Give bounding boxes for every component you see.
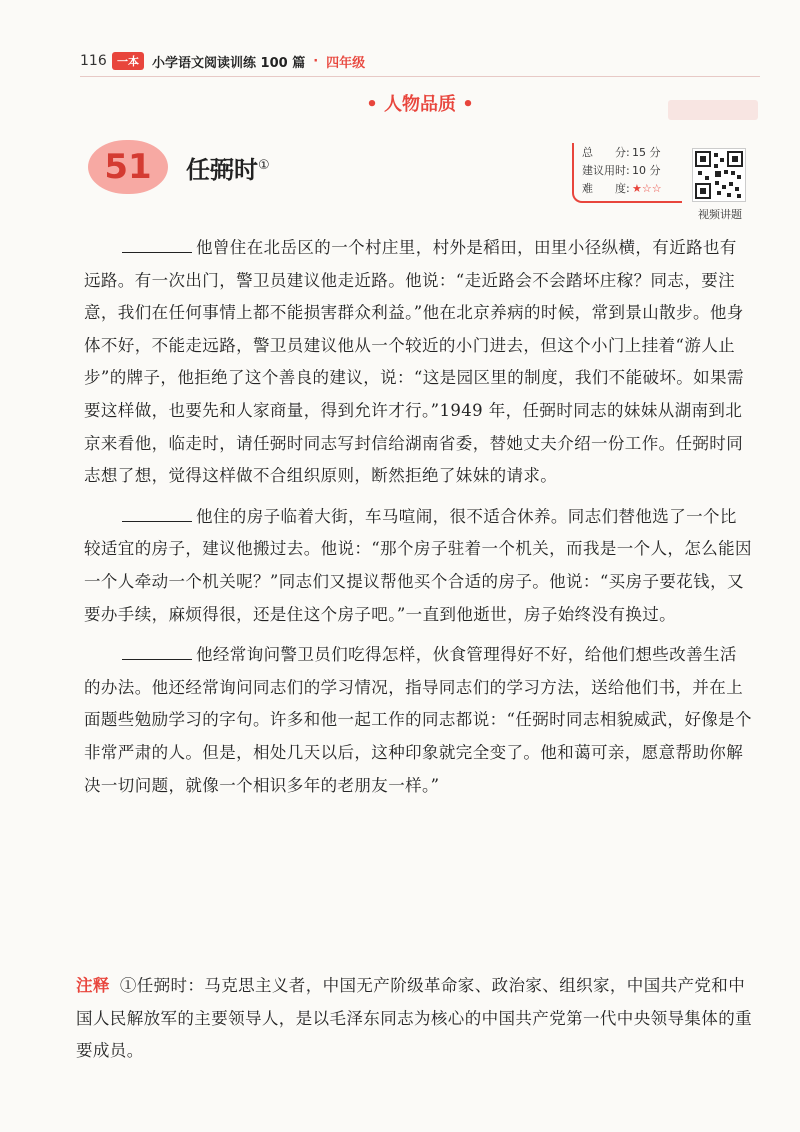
lesson-number: 51 [104,147,152,187]
brand-logo: 一本 [112,52,144,70]
total-score-row [582,145,682,161]
section-title: • 人物品质 • [366,94,474,115]
paragraph-1-text: 他曾住在北岳区的一个村庄里，村外是稻田，田里小径纵横，有近路也有远路。有一次出门，警卫员建议他走近路。他说：“走近路会不会踏坏庄稼？同志，要注意，我们在任何事情上都不能损害群众利益。”他在北京养病的时候，常到景山散步。他身体不好，不能走远路，警卫员建议他从一个较近的小门进去，但这个小门上挂着“游人止步”的牌子，他拒绝了这个善良的建议，说：“这是园区里的制度，我们不能破坏。如果需要这样做，也要先和人家商量，得到允许才行。”1949 年，任弼时同志的妹妹从湖南到北京来看他，临走时，请任弼时同志写封信给湖南省委，替她丈夫介绍一份工作。任弼时同志想了想，觉得这样做不合组织原则，断然拒绝了妹妹的请求。 [84,238,744,486]
footnote [76,970,756,1068]
time-label: 建议用时: [582,164,630,177]
time-value: 10 分 [632,164,661,177]
paragraph-3-text: 他经常询问警卫员们吃得怎样，伙食管理得好不好，给他们想些改善生活的办法。他还经常询问同志们的学习情况，指导同志们的学习方法，送给他们书，并在上面题些勉励学习的字句。许多和他一起工作的同志都说：“任弼时同志相貌威武，好像是个非常严肃的人。但是，相处几天以后，这种印象就完全变了。他和蔼可亲，愿意帮助你解决一切问题，就像一个相识多年的老朋友一样。” [84,645,752,795]
footnote-label: 注释 [76,976,110,995]
lesson-title-text: 任弼时 [186,156,258,184]
book-grade: 四年级 [326,55,366,71]
title-separator: · [313,53,319,69]
header-divider [80,76,760,77]
difficulty-row [582,181,682,197]
score-info-box [572,143,682,203]
total-score-value: 15 分 [632,146,661,159]
paragraph-2 [84,501,752,631]
answer-blank-1[interactable] [122,234,192,253]
total-score-label: 总 分: [582,146,630,159]
paragraph-2-text: 他住的房子临着大街，车马喧闹，很不适合休养。同志们替他选了一个比较适宜的房子，建议他搬过去。他说：“那个房子驻着一个机关，而我是一个人，怎么能因一个人牵动一个机关呢？”同志们又提议帮他买个合适的房子。他说：“买房子要花钱，又要办手续，麻烦得很，还是住这个房子吧。”一直到他逝世，房子始终没有换过。 [84,506,752,624]
lesson-title [186,150,270,184]
article-body [84,232,752,810]
difficulty-label: 难 度: [582,182,630,195]
page-header [80,48,760,74]
video-caption: 视频讲题 [698,208,742,221]
paragraph-3 [84,639,752,802]
page-number: 116 [80,53,107,69]
section-tab [668,100,758,120]
difficulty-stars: ★☆☆ [632,182,662,195]
footnote-text: ①任弼时：马克思主义者，中国无产阶级革命家、政治家、组织家，中国共产党和中国人民解放军的主要领导人，是以毛泽东同志为核心的中国共产党第一代中央领导集体的重要成员。 [76,976,752,1061]
qr-code-icon[interactable] [692,148,746,202]
time-row [582,163,682,179]
answer-blank-2[interactable] [122,503,192,522]
lesson-number-badge [88,140,168,194]
paragraph-1 [84,232,752,493]
book-title: 小学语文阅读训练 100 篇 [152,55,306,71]
note-marker: ① [258,158,270,173]
answer-blank-3[interactable] [122,641,192,660]
